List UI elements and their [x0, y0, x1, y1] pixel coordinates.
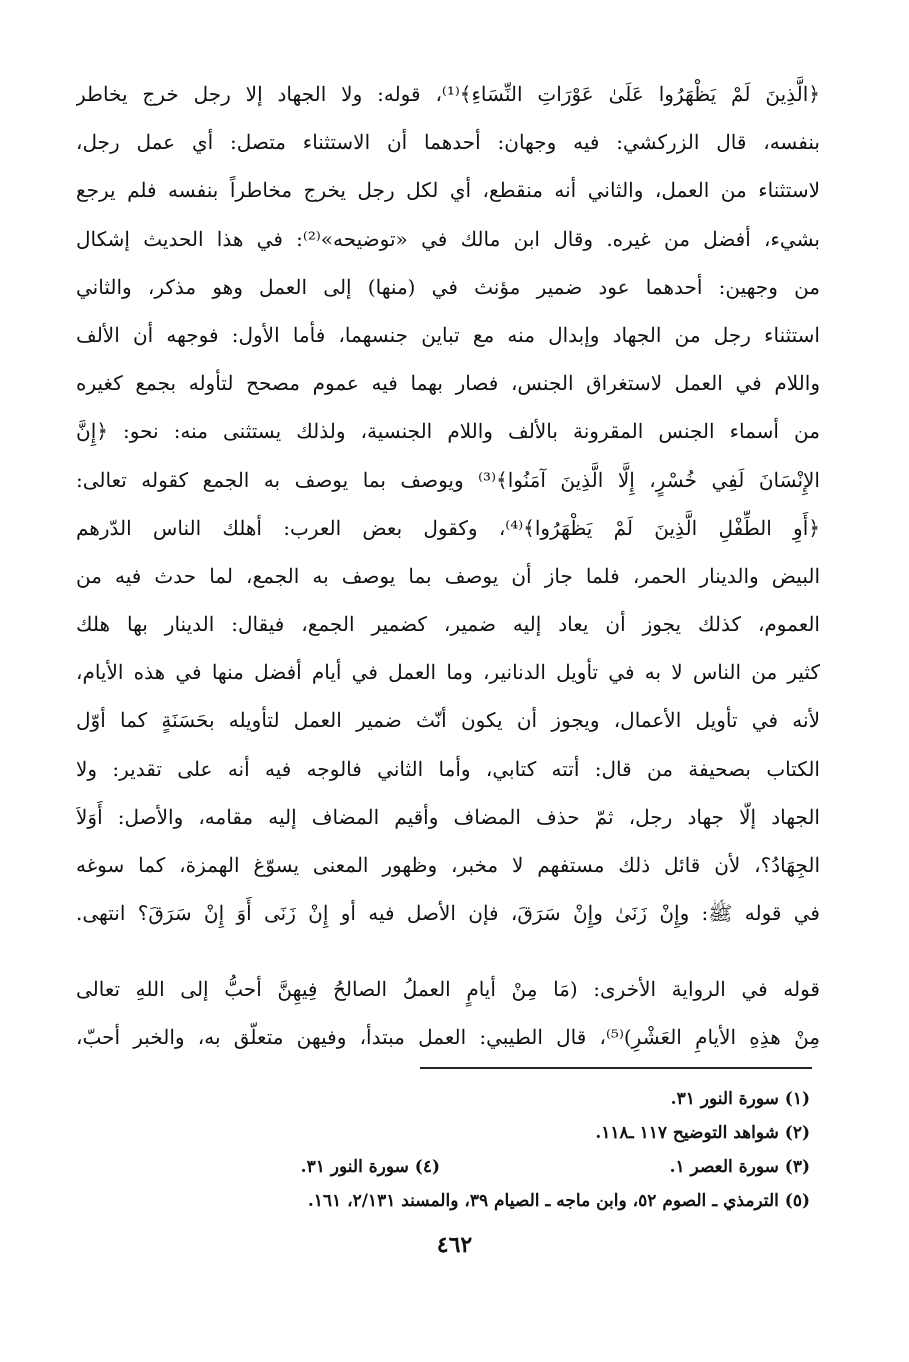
- text-line: الإِنْسَانَ لَفِي خُسْرٍ، إِلَّا الَّذِينَ آمَنُوا﴾⁽³⁾ ويوصف بما يوصف به الجمع كقوله تعالى:: [76, 467, 820, 492]
- footnote-3: (٣) سورة العصر ١.: [669, 1157, 810, 1177]
- text-line: ﴿الَّذِينَ لَمْ يَظْهَرُوا عَلَىٰ عَوْرَاتِ النِّسَاءِ﴾⁽¹⁾، قوله: ولا الجهاد إلا رجل خرج يخاطر: [76, 82, 820, 106]
- text-line: الجهاد إلّا جهاد رجل، ثمّ حذف المضاف وأقيم المضاف إليه مقامه، والأصل: أَوَلاَ: [76, 804, 820, 829]
- text-line: العموم، كذلك يجوز أن يعاد إليه ضمير، كضمير الجمع، فيقال: الدينار بها هلك: [76, 612, 820, 637]
- text-line: لأنه في تأويل الأعمال، ويجوز أن يكون أنّث ضمير العمل لتأويله بحَسَنَةٍ كما أوّل: [76, 708, 820, 733]
- footnote-5: (٥) الترمذي ـ الصوم ٥٢، وابن ماجه ـ الصيام ٣٩، والمسند ٢/١٣١، ١٦١.: [307, 1191, 810, 1211]
- footnote-divider: [420, 1067, 812, 1069]
- text-line: قوله في الرواية الأخرى: (مَا مِنْ أيامٍ العملُ الصالحُ فِيهِنَّ أحبُّ إلى اللهِ تعالى: [76, 977, 820, 1001]
- main-paragraph: [76, 70, 820, 937]
- text-line: ﴿أَوِ الطِّفْلِ الَّذِينَ لَمْ يَظْهَرُوا﴾⁽⁴⁾، وكقول بعض العرب: أهلك الناس الدّرهم: [76, 515, 820, 540]
- text-line: البيض والدينار الحمر، فلما جاز أن يوصف بما يوصف به الجمع، لما حدث فيه من: [76, 563, 820, 588]
- text-line: كثير من الناس لا به في تأويل الدنانير، وما العمل في أيام أفضل منها في هذه الأيام،: [76, 660, 820, 685]
- footnote-1: (١) سورة النور ٣١.: [670, 1089, 810, 1109]
- footnotes: [100, 1082, 810, 1218]
- text-line: بشيء، أفضل من غيره. وقال ابن مالك في «توضيحه»⁽²⁾: في هذا الحديث إشكال: [76, 226, 820, 251]
- text-line: في قوله ﷺ: وإِنْ زَنَىٰ وإِنْ سَرَقَ، فإن الأصل فيه أو إِنْ زَنَى أَوَ إِنْ سَرَقَ؟ انتهى.: [76, 901, 820, 926]
- footnote-2: (٢) شواهد التوضيح ١١٧ ـ١١٨.: [595, 1123, 810, 1143]
- footnote-row: [100, 1150, 810, 1184]
- text-line: الجِهَادُ؟، لأن قائل ذلك مستفهم لا مخبر، وظهور المعنى يسوّغ الهمزة، كما سوغه: [76, 853, 820, 877]
- text-line: من أسماء الجنس المقرونة بالألف واللام الجنسية، ولذلك يستثنى منه: نحو: ﴿إِنَّ: [76, 419, 820, 444]
- text-line: من وجهين: أحدهما عود ضمير مؤنث في (منها) إلى العمل وهو مذكر، والثاني: [76, 274, 820, 299]
- second-paragraph: [76, 965, 820, 1061]
- footnote-4: (٤) سورة النور ٣١.: [300, 1157, 440, 1177]
- text-line: واللام في العمل لاستغراق الجنس، فصار بهما فيه عموم مصحح لتأوله بجمع كغيره: [76, 371, 820, 396]
- text-line: الكتاب بصحيفة من قال: أتته كتابي، وأما الثاني فالوجه فيه أنه على تقدير: ولا: [76, 756, 820, 781]
- text-line: لاستثناء من العمل، والثاني أنه منقطع، أي لكل رجل يخرج مخاطراً بنفسه فلم يرجع: [76, 178, 820, 203]
- text-line: استثناء رجل من الجهاد وإبدال منه مع تباين جنسهما، فأما الأول: فوجهه أن الألف: [76, 322, 820, 347]
- page-number: ٤٦٢: [436, 1232, 473, 1258]
- text-line: مِنْ هذِهِ الأيامِ العَشْرِ)⁽⁵⁾، قال الطيبي: العمل مبتدأ، وفيهن متعلّق به، والخبر أحبّ،: [76, 1025, 820, 1050]
- text-line: بنفسه، قال الزركشي: فيه وجهان: أحدهما أن الاستثناء متصل: أي عمل رجل،: [76, 130, 820, 155]
